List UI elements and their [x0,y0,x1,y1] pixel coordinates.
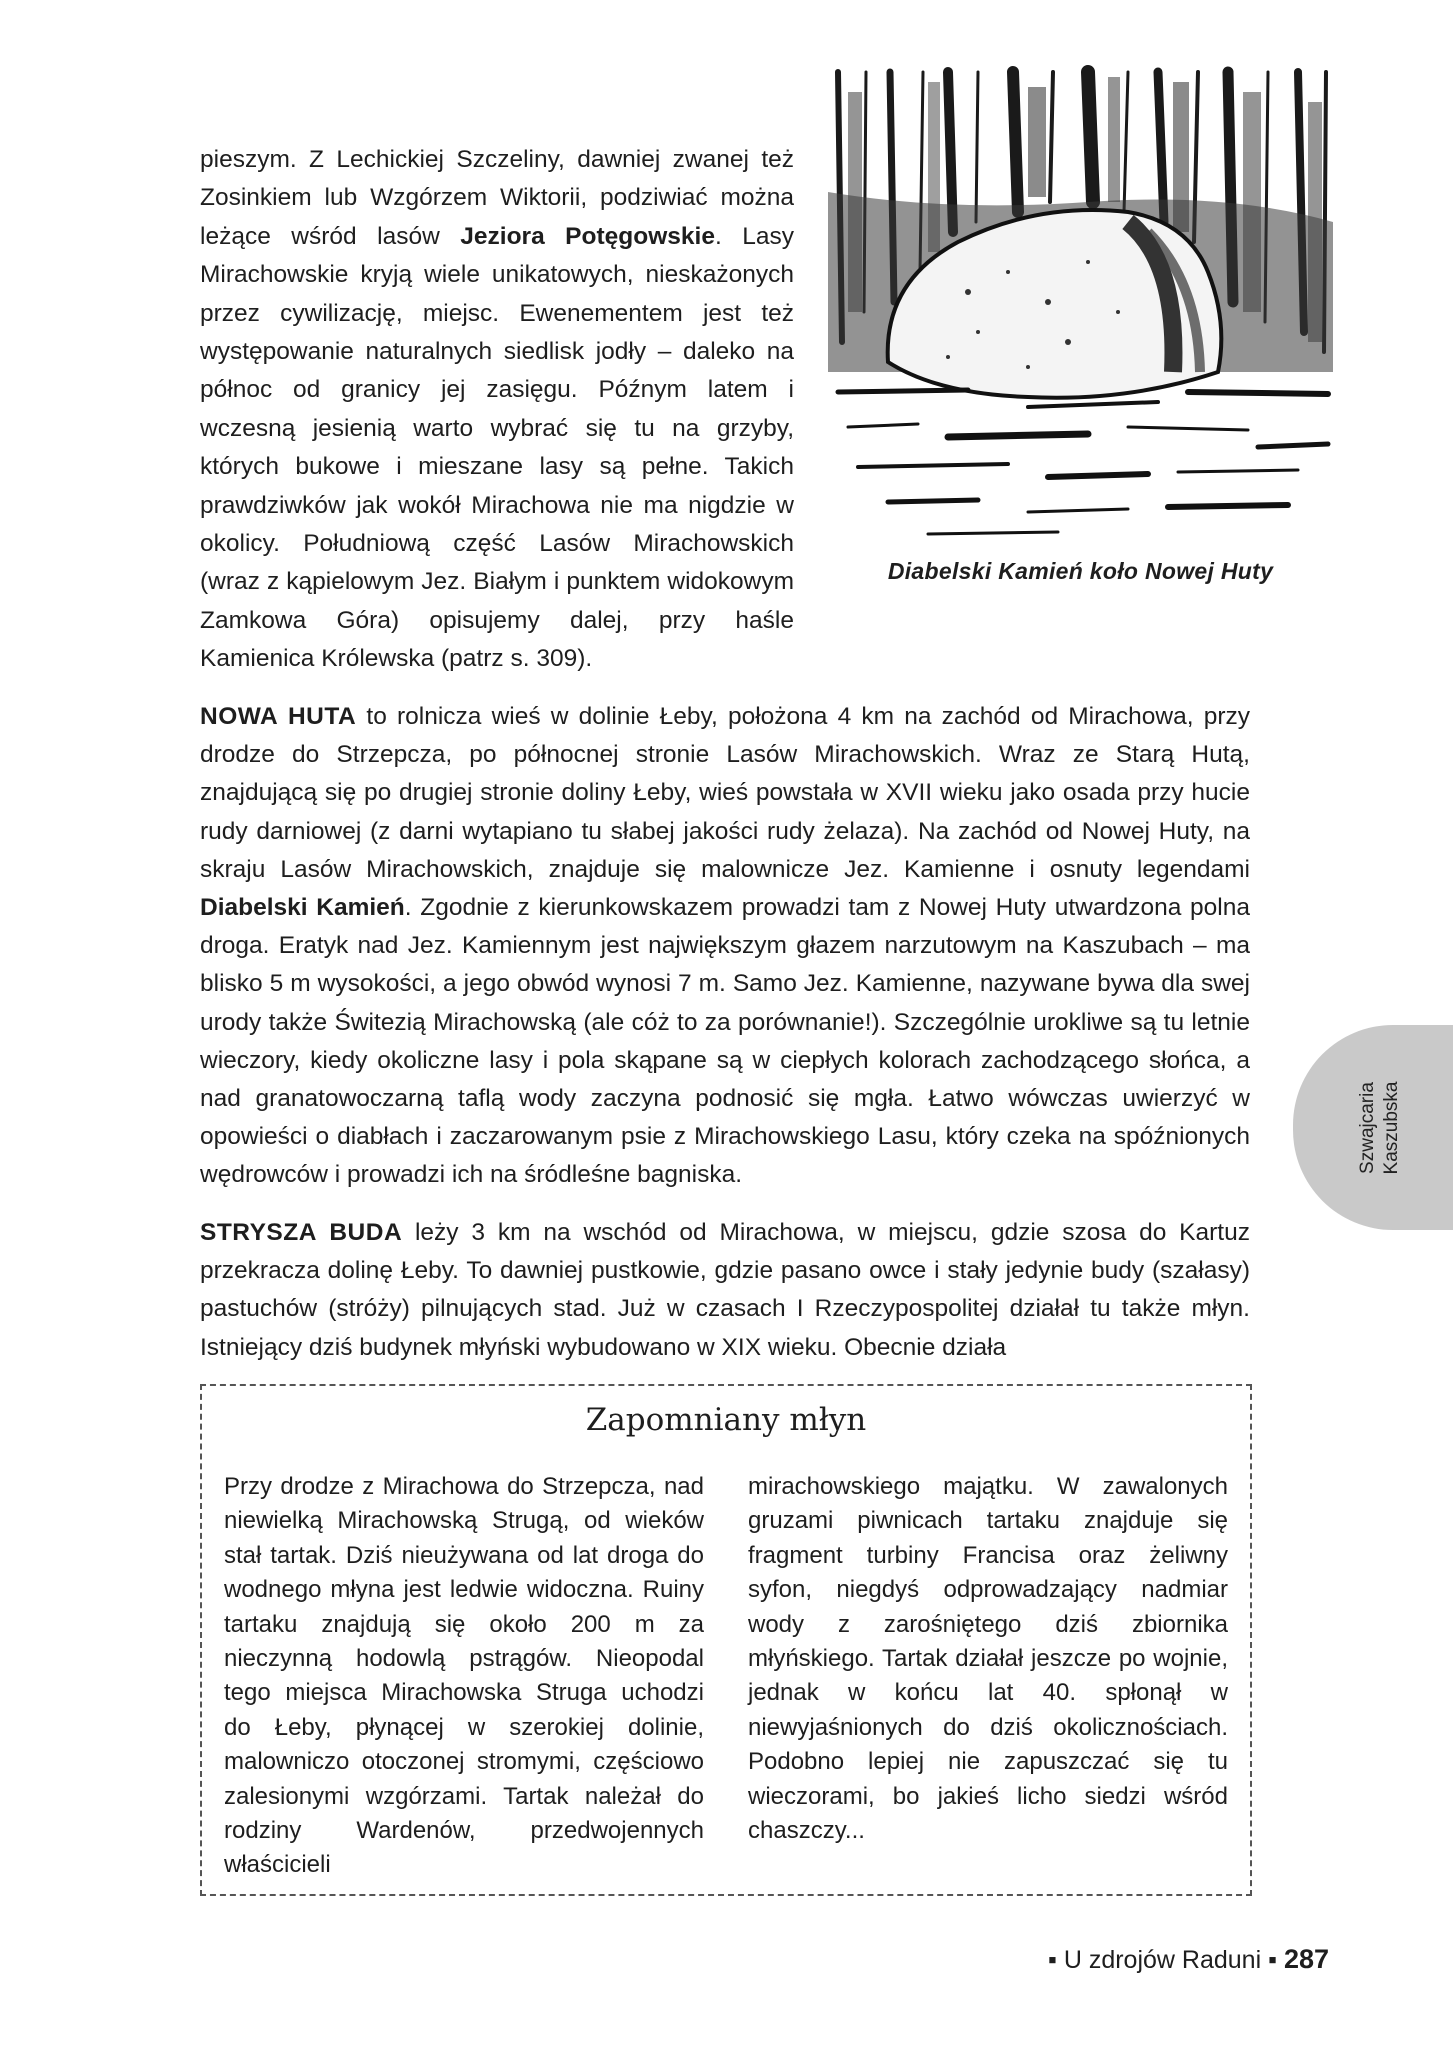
strysza-buda-heading: STRYSZA BUDA [200,1219,403,1246]
intro-text-start: pieszym. Z Lechickiej Szczeliny, dawniej zwanej też Zosinkiem lub Wzgórzem Wiktorii, podziwiać można leżące wśród lasów [200,146,794,250]
chapter-side-tab-label [1356,1063,1404,1193]
intro-text-end: . Lasy Mirachowskie kryją wiele unikatowych, nieskażonych przez cywilizację, miejsc. Ewenementem jest też występowanie naturalnych siedlisk jodły – daleko na północ od granicy jej zasięgu. Późnym latem i wczesną jesienią warto wybrać się tu na grzyby, których bukowe i mieszane lasy są pełne. Takich prawdziwków jak wokół Mirachowa nie ma nigdzie w okolicy. Południową część Lasów Mirachowskich (wraz z kąpielowym Jez. Białym i punktem widokowym Zamkowa Góra) opisujemy dalej, przy haśle Kamienica Królewska (patrz s. 309). [200,222,794,673]
strysza-buda-paragraph [200,1214,1250,1367]
footer-section-title: U zdrojów Raduni [1063,1946,1262,1974]
sidebar-box-right-column: mirachowskiego majątku. W zawalonych gruzami piwnicach tartaku znajduje się fragment turbiny Francisa oraz żeliwny syfon, niegdyś odprowadzający nadmiar wody z zarośniętego dziś zbiornika młyńskiego. Tartak działał jeszcze po wojnie, jednak w końcu lat 40. spłonął w niewyjaśnionych do dziś okolicznościach. Podobno lepiej nie zapuszczać się tu wieczorami, bo jakieś licho siedzi wśród chaszczy... [748,1473,1228,1845]
nowa-huta-paragraph [200,698,1250,1195]
nowa-huta-heading: NOWA HUTA [200,703,357,730]
side-tab-line-2: Kaszubska [1381,1081,1402,1175]
nowa-huta-bold-term: Diabelski Kamień [200,894,405,922]
diabelski-kamien-illustration [828,72,1333,546]
footer-bullet-right: ▪ [1268,1946,1277,1974]
page-footer [1048,1944,1329,1975]
sidebar-box-title: Zapomniany młyn [585,1402,867,1438]
side-tab-line-1: Szwajcaria [1357,1082,1378,1174]
intro-bold-term: Jeziora Potęgowskie [460,222,715,250]
strysza-buda-text: leży 3 km na wschód od Mirachowa, w miejscu, gdzie szosa do Kartuz przekracza dolinę Łeby. To dawniej pustkowie, gdzie pasano owce i stały jedynie budy (szałasy) pastuchów (stróży) pilnujących stad. Już w czasach I Rzeczypospolitej działał tu także młyn. Istniejący dziś budynek młyński wybudowano w XIX wieku. Obecnie działa [200,1219,1250,1361]
intro-paragraph [200,141,794,679]
sidebar-box-left-column: Przy drodze z Mirachowa do Strzepcza, nad niewielką Mirachowską Strugą, od wieków stał tartak. Dziś nieużywana od lat droga do wodnego młyna jest ledwie widoczna. Ruiny tartaku znajdują się około 200 m za nieczynną hodowlą pstrągów. Nieopodal tego miejsca Mirachowska Struga uchodzi do Łeby, płynącej w szerokiej dolinie, malowniczo otoczonej stromymi, częściowo zalesionymi wzgórzami. Tartak należał do rodziny Wardenów, przedwojennych właścicieli [224,1473,704,1879]
illustration-caption: Diabelski Kamień koło Nowej Huty [887,558,1274,584]
nowa-huta-text-2: . Zgodnie z kierunkowskazem prowadzi tam z Nowej Huty utwardzona polna droga. Eratyk nad Jez. Kamiennym jest największym głazem narzutowym na Kaszubach – ma blisko 5 m wysokości, a jego obwód wynosi 7 m. Samo Jez. Kamienne, nazywane bywa dla swej urody także Świtezią Mirachowską (ale cóż to za porównanie!). Szczególnie urokliwe są tu letnie wieczory, kiedy okoliczne lasy i pola skąpane są w ciepłych kolorach zachodzącego słońca, a nad granatowoczarną taflą wody zaczyna podnosić się mgła. Łatwo wówczas uwierzyć w opowieści o diabłach i zaczarowanym psie z Mirachowskiego Lasu, który czeka na spóźnionych wędrowców i prowadzi ich na śródleśne bagniska. [200,894,1251,1189]
page-number: 287 [1283,1944,1329,1974]
footer-bullet-left: ▪ [1048,1946,1057,1974]
nowa-huta-text-1: to rolnicza wieś w dolinie Łeby, położona 4 km na zachód od Mirachowa, przy drodze do Strzepcza, po północnej stronie Lasów Mirachowskich. Wraz ze Starą Hutą, znajdującą się po drugiej stronie doliny Łeby, wieś powstała w XVII wieku jako osada przy hucie rudy darniowej (z darni wytapiano tu słabej jakości rudy żelaza). Na zachód od Nowej Huty, na skraju Lasów Mirachowskich, znajduje się malownicze Jez. Kamienne i osnuty legendami [200,703,1251,883]
